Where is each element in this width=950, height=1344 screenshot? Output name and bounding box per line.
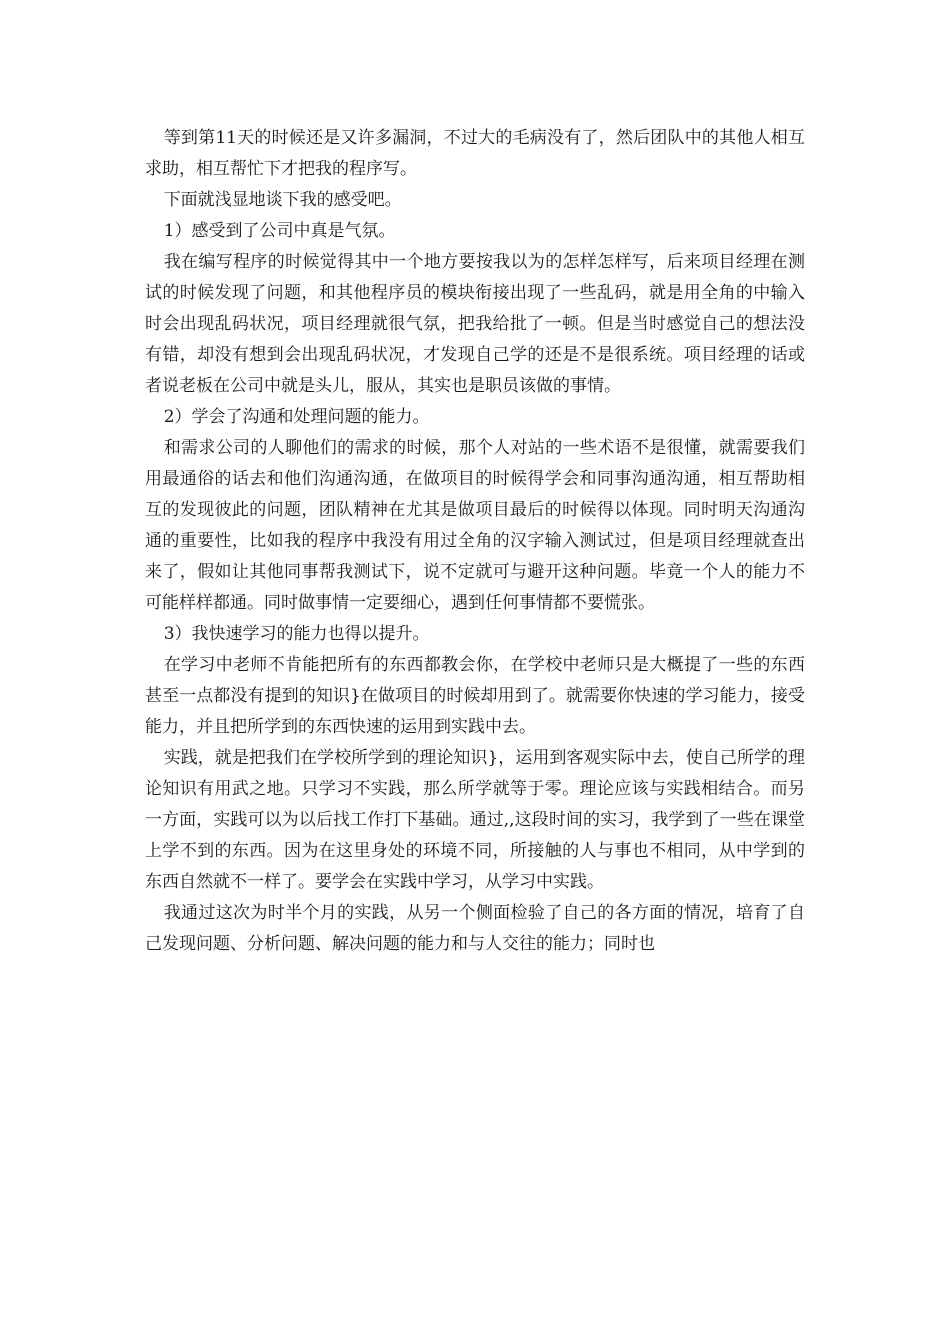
paragraph-point-2: 和需求公司的人聊他们的需求的时候，那个人对站的一些术语不是很懂，就需要我们用最通俗的话去和他们沟通沟通，在做项目的时候得学会和同事沟通沟通，相互帮助相互的发现彼此的问题，团队精神在尤其是做项目最后的时候得以体现。同时明天沟通沟通的重要性，比如我的程序中我没有用过全角的汉字输入测试过，但是项目经理就查出来了，假如让其他同事帮我测试下，说不定就可与避开这种问题。毕竟一个人的能力不可能样样都通。同时做事情一定要细心，遇到任何事情都不要慌张。 [145,438,805,613]
paragraph-practice: 实践，就是把我们在学校所学到的理论知识}，运用到客观实际中去，使自己所学的理论知识有用武之地。只学习不实践，那么所学就等于零。理论应该与实践相结合。而另一方面，实践可以为以后找工作打下基础。通过,,这段时间的实习，我学到了一些在课堂上学不到的东西。因为在这里身处的环境不同，所接触的人与事也不相同，从中学到的东西自然就不一样了。要学会在实践中学习，从学习中实践。 [145,748,805,892]
heading-point-3: 3）我快速学习的能力也得以提升。 [163,624,430,644]
paragraph-point-3: 在学习中老师不肯能把所有的东西都教会你，在学校中老师只是大概提了一些的东西甚至一点都没有提到的知识}在做项目的时候却用到了。就需要你快速的学习能力，接受能力，并且把所学到的东西快速的运用到实践中去。 [145,655,805,737]
paragraph-point-1: 我在编写程序的时候觉得其中一个地方要按我以为的怎样怎样写，后来项目经理在测试的时候发现了问题，和其他程序员的模块衔接出现了一些乱码，就是用全角的中输入时会出现乱码状况，项目经理就很气氛，把我给批了一顿。但是当时感觉自己的想法没有错，却没有想到会出现乱码状况，才发现自己学的还是不是很系统。项目经理的话或者说老板在公司中就是头儿，服从，其实也是职员该做的事情。 [145,252,805,396]
document-body [145,123,805,960]
paragraph-continuation: 等到第11天的时候还是又许多漏洞，不过大的毛病没有了，然后团队中的其他人相互求助，相互帮忙下才把我的程序写。 [145,128,805,179]
paragraph-intro: 下面就浅显地谈下我的感受吧。 [163,190,402,210]
paragraph-conclusion: 我通过这次为时半个月的实践，从另一个侧面检验了自己的各方面的情况，培育了自己发现问题、分析问题、解决问题的能力和与人交往的能力；同时也 [145,903,805,954]
heading-point-1: 1）感受到了公司中真是气氛。 [163,221,396,241]
heading-point-2: 2）学会了沟通和处理问题的能力。 [163,407,430,427]
